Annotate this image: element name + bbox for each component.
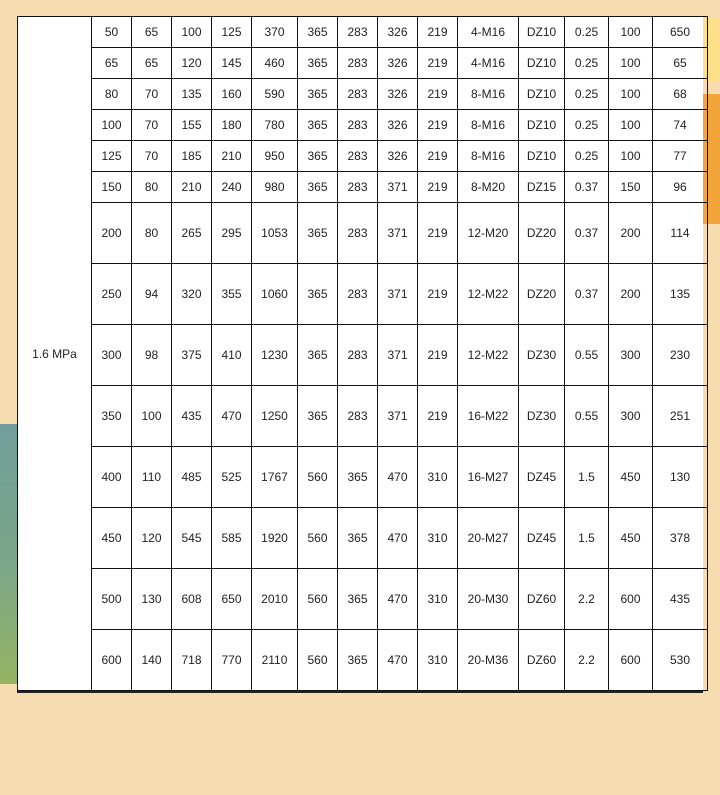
table-cell: 219 [418, 110, 458, 141]
table-cell: 20-M27 [458, 508, 519, 569]
table-cell: DZ60 [519, 630, 565, 691]
table-cell: DZ15 [519, 172, 565, 203]
table-cell: 365 [338, 630, 378, 691]
table-cell: 371 [378, 172, 418, 203]
table-cell: 980 [252, 172, 298, 203]
table-cell: 210 [212, 141, 252, 172]
table-cell: DZ10 [519, 79, 565, 110]
table-cell: 365 [298, 386, 338, 447]
table-cell: 1.5 [565, 447, 609, 508]
table-cell: 125 [212, 17, 252, 48]
table-cell: 365 [338, 569, 378, 630]
table-cell: 310 [418, 447, 458, 508]
table-cell: 485 [172, 447, 212, 508]
table-cell: 100 [92, 110, 132, 141]
table-cell: 365 [298, 203, 338, 264]
table-cell: 1920 [252, 508, 298, 569]
table-cell: 365 [298, 79, 338, 110]
table-cell: 150 [609, 172, 653, 203]
table-cell: 1767 [252, 447, 298, 508]
table-cell: 560 [298, 630, 338, 691]
table-cell: 410 [212, 325, 252, 386]
spec-table-container [17, 16, 703, 693]
table-cell: DZ20 [519, 264, 565, 325]
table-cell: 326 [378, 110, 418, 141]
table-cell: 310 [418, 630, 458, 691]
table-cell: 470 [378, 630, 418, 691]
table-cell: 110 [132, 447, 172, 508]
table-cell: 16-M22 [458, 386, 519, 447]
table-cell: 0.37 [565, 172, 609, 203]
table-cell: 96 [653, 172, 708, 203]
table-cell: 450 [609, 508, 653, 569]
pressure-rating-cell: 1.6 MPa [18, 17, 92, 691]
table-cell: 371 [378, 325, 418, 386]
table-cell: 65 [653, 48, 708, 79]
table-row [18, 264, 708, 325]
table-cell: 600 [92, 630, 132, 691]
table-cell: 114 [653, 203, 708, 264]
table-cell: DZ20 [519, 203, 565, 264]
table-cell: 283 [338, 386, 378, 447]
table-cell: 560 [298, 569, 338, 630]
table-cell: 219 [418, 172, 458, 203]
table-cell: 470 [378, 508, 418, 569]
table-row [18, 386, 708, 447]
table-cell: 160 [212, 79, 252, 110]
table-row [18, 325, 708, 386]
table-cell: 283 [338, 48, 378, 79]
table-row [18, 172, 708, 203]
table-cell: 8-M16 [458, 141, 519, 172]
table-cell: 65 [92, 48, 132, 79]
table-cell: DZ10 [519, 110, 565, 141]
table-cell: 1053 [252, 203, 298, 264]
table-cell: 1230 [252, 325, 298, 386]
table-cell: 283 [338, 79, 378, 110]
table-cell: 585 [212, 508, 252, 569]
table-cell: 0.25 [565, 141, 609, 172]
table-cell: 500 [92, 569, 132, 630]
table-cell: 450 [92, 508, 132, 569]
table-row [18, 48, 708, 79]
table-cell: 0.37 [565, 203, 609, 264]
table-cell: 219 [418, 48, 458, 79]
table-cell: 2.2 [565, 630, 609, 691]
table-cell: 545 [172, 508, 212, 569]
table-cell: 77 [653, 141, 708, 172]
table-cell: 283 [338, 172, 378, 203]
table-cell: 135 [653, 264, 708, 325]
table-cell: DZ30 [519, 325, 565, 386]
table-cell: 300 [92, 325, 132, 386]
table-cell: 283 [338, 17, 378, 48]
table-cell: 8-M16 [458, 110, 519, 141]
table-cell: 300 [609, 386, 653, 447]
table-cell: 250 [92, 264, 132, 325]
table-cell: 150 [92, 172, 132, 203]
table-cell: 950 [252, 141, 298, 172]
table-cell: 219 [418, 79, 458, 110]
table-cell: 130 [132, 569, 172, 630]
table-cell: 219 [418, 17, 458, 48]
table-cell: 0.25 [565, 79, 609, 110]
table-cell: 130 [653, 447, 708, 508]
table-cell: DZ10 [519, 48, 565, 79]
table-cell: 180 [212, 110, 252, 141]
table-cell: 70 [132, 79, 172, 110]
table-cell: 400 [92, 447, 132, 508]
table-cell: 780 [252, 110, 298, 141]
table-cell: 525 [212, 447, 252, 508]
table-cell: DZ10 [519, 17, 565, 48]
table-cell: 378 [653, 508, 708, 569]
table-cell: 1250 [252, 386, 298, 447]
table-cell: 100 [609, 141, 653, 172]
table-cell: 470 [378, 447, 418, 508]
table-cell: 283 [338, 203, 378, 264]
table-cell: 219 [418, 325, 458, 386]
table-cell: 125 [92, 141, 132, 172]
table-cell: 770 [212, 630, 252, 691]
table-cell: 450 [609, 447, 653, 508]
spec-table [17, 16, 708, 691]
table-cell: 12-M22 [458, 325, 519, 386]
table-cell: 435 [653, 569, 708, 630]
table-cell: 600 [609, 630, 653, 691]
table-cell: 470 [212, 386, 252, 447]
table-cell: 80 [92, 79, 132, 110]
table-cell: 320 [172, 264, 212, 325]
table-cell: 371 [378, 386, 418, 447]
table-cell: 200 [609, 203, 653, 264]
table-cell: 365 [298, 141, 338, 172]
table-cell: 355 [212, 264, 252, 325]
table-row [18, 79, 708, 110]
table-cell: 185 [172, 141, 212, 172]
table-cell: 435 [172, 386, 212, 447]
table-cell: 120 [172, 48, 212, 79]
table-cell: 16-M27 [458, 447, 519, 508]
table-cell: 365 [298, 172, 338, 203]
table-cell: 210 [172, 172, 212, 203]
table-cell: 300 [609, 325, 653, 386]
table-row [18, 447, 708, 508]
table-cell: 200 [609, 264, 653, 325]
table-row [18, 141, 708, 172]
table-cell: 326 [378, 48, 418, 79]
table-cell: 650 [653, 17, 708, 48]
table-cell: DZ10 [519, 141, 565, 172]
table-cell: 460 [252, 48, 298, 79]
table-cell: 219 [418, 264, 458, 325]
table-cell: 608 [172, 569, 212, 630]
table-cell: 590 [252, 79, 298, 110]
table-cell: 375 [172, 325, 212, 386]
table-row [18, 630, 708, 691]
table-cell: 120 [132, 508, 172, 569]
table-cell: 0.55 [565, 325, 609, 386]
table-cell: 8-M20 [458, 172, 519, 203]
table-cell: 68 [653, 79, 708, 110]
table-cell: 12-M22 [458, 264, 519, 325]
table-cell: 310 [418, 508, 458, 569]
table-row [18, 508, 708, 569]
table-cell: 283 [338, 141, 378, 172]
table-cell: 0.25 [565, 110, 609, 141]
table-cell: 283 [338, 264, 378, 325]
table-cell: 326 [378, 17, 418, 48]
table-cell: 219 [418, 141, 458, 172]
table-cell: 370 [252, 17, 298, 48]
table-cell: 283 [338, 110, 378, 141]
table-cell: 0.25 [565, 17, 609, 48]
table-cell: 140 [132, 630, 172, 691]
table-cell: DZ30 [519, 386, 565, 447]
table-cell: 1.5 [565, 508, 609, 569]
table-cell: 100 [609, 79, 653, 110]
table-cell: 65 [132, 48, 172, 79]
table-cell: 0.55 [565, 386, 609, 447]
table-cell: 8-M16 [458, 79, 519, 110]
table-cell: 560 [298, 447, 338, 508]
table-row [18, 203, 708, 264]
table-cell: 283 [338, 325, 378, 386]
table-cell: 2010 [252, 569, 298, 630]
table-cell: 70 [132, 141, 172, 172]
table-cell: 230 [653, 325, 708, 386]
table-cell: 600 [609, 569, 653, 630]
table-cell: 0.25 [565, 48, 609, 79]
table-cell: 80 [132, 172, 172, 203]
table-cell: 100 [132, 386, 172, 447]
table-cell: 155 [172, 110, 212, 141]
table-cell: 326 [378, 79, 418, 110]
table-cell: 365 [338, 447, 378, 508]
table-cell: 470 [378, 569, 418, 630]
table-cell: 365 [298, 110, 338, 141]
decor-strip-teal [0, 424, 17, 684]
table-cell: 251 [653, 386, 708, 447]
table-cell: 74 [653, 110, 708, 141]
table-cell: 20-M36 [458, 630, 519, 691]
table-cell: 650 [212, 569, 252, 630]
table-cell: 20-M30 [458, 569, 519, 630]
table-cell: 326 [378, 141, 418, 172]
table-cell: DZ45 [519, 508, 565, 569]
table-cell: 365 [298, 264, 338, 325]
table-cell: 350 [92, 386, 132, 447]
table-cell: DZ45 [519, 447, 565, 508]
table-cell: 94 [132, 264, 172, 325]
table-cell: 1060 [252, 264, 298, 325]
table-row [18, 569, 708, 630]
spec-table-body [18, 17, 708, 691]
table-cell: 100 [609, 17, 653, 48]
table-cell: 295 [212, 203, 252, 264]
table-cell: 100 [172, 17, 212, 48]
table-cell: 98 [132, 325, 172, 386]
table-cell: 100 [609, 110, 653, 141]
table-cell: 560 [298, 508, 338, 569]
table-cell: 4-M16 [458, 48, 519, 79]
table-cell: 265 [172, 203, 212, 264]
table-cell: 530 [653, 630, 708, 691]
table-cell: 310 [418, 569, 458, 630]
table-cell: 365 [298, 48, 338, 79]
table-row [18, 110, 708, 141]
table-cell: 718 [172, 630, 212, 691]
table-cell: 12-M20 [458, 203, 519, 264]
table-cell: 371 [378, 203, 418, 264]
table-cell: 135 [172, 79, 212, 110]
table-cell: 371 [378, 264, 418, 325]
table-cell: 0.37 [565, 264, 609, 325]
table-cell: 70 [132, 110, 172, 141]
table-cell: 100 [609, 48, 653, 79]
table-cell: 80 [132, 203, 172, 264]
table-cell: 240 [212, 172, 252, 203]
table-cell: 145 [212, 48, 252, 79]
table-cell: 50 [92, 17, 132, 48]
table-row [18, 17, 708, 48]
table-cell: 219 [418, 386, 458, 447]
table-cell: 200 [92, 203, 132, 264]
table-cell: 365 [298, 325, 338, 386]
table-cell: 4-M16 [458, 17, 519, 48]
table-cell: 65 [132, 17, 172, 48]
table-cell: 365 [298, 17, 338, 48]
table-cell: 219 [418, 203, 458, 264]
table-cell: DZ60 [519, 569, 565, 630]
table-cell: 2110 [252, 630, 298, 691]
table-cell: 365 [338, 508, 378, 569]
table-cell: 2.2 [565, 569, 609, 630]
